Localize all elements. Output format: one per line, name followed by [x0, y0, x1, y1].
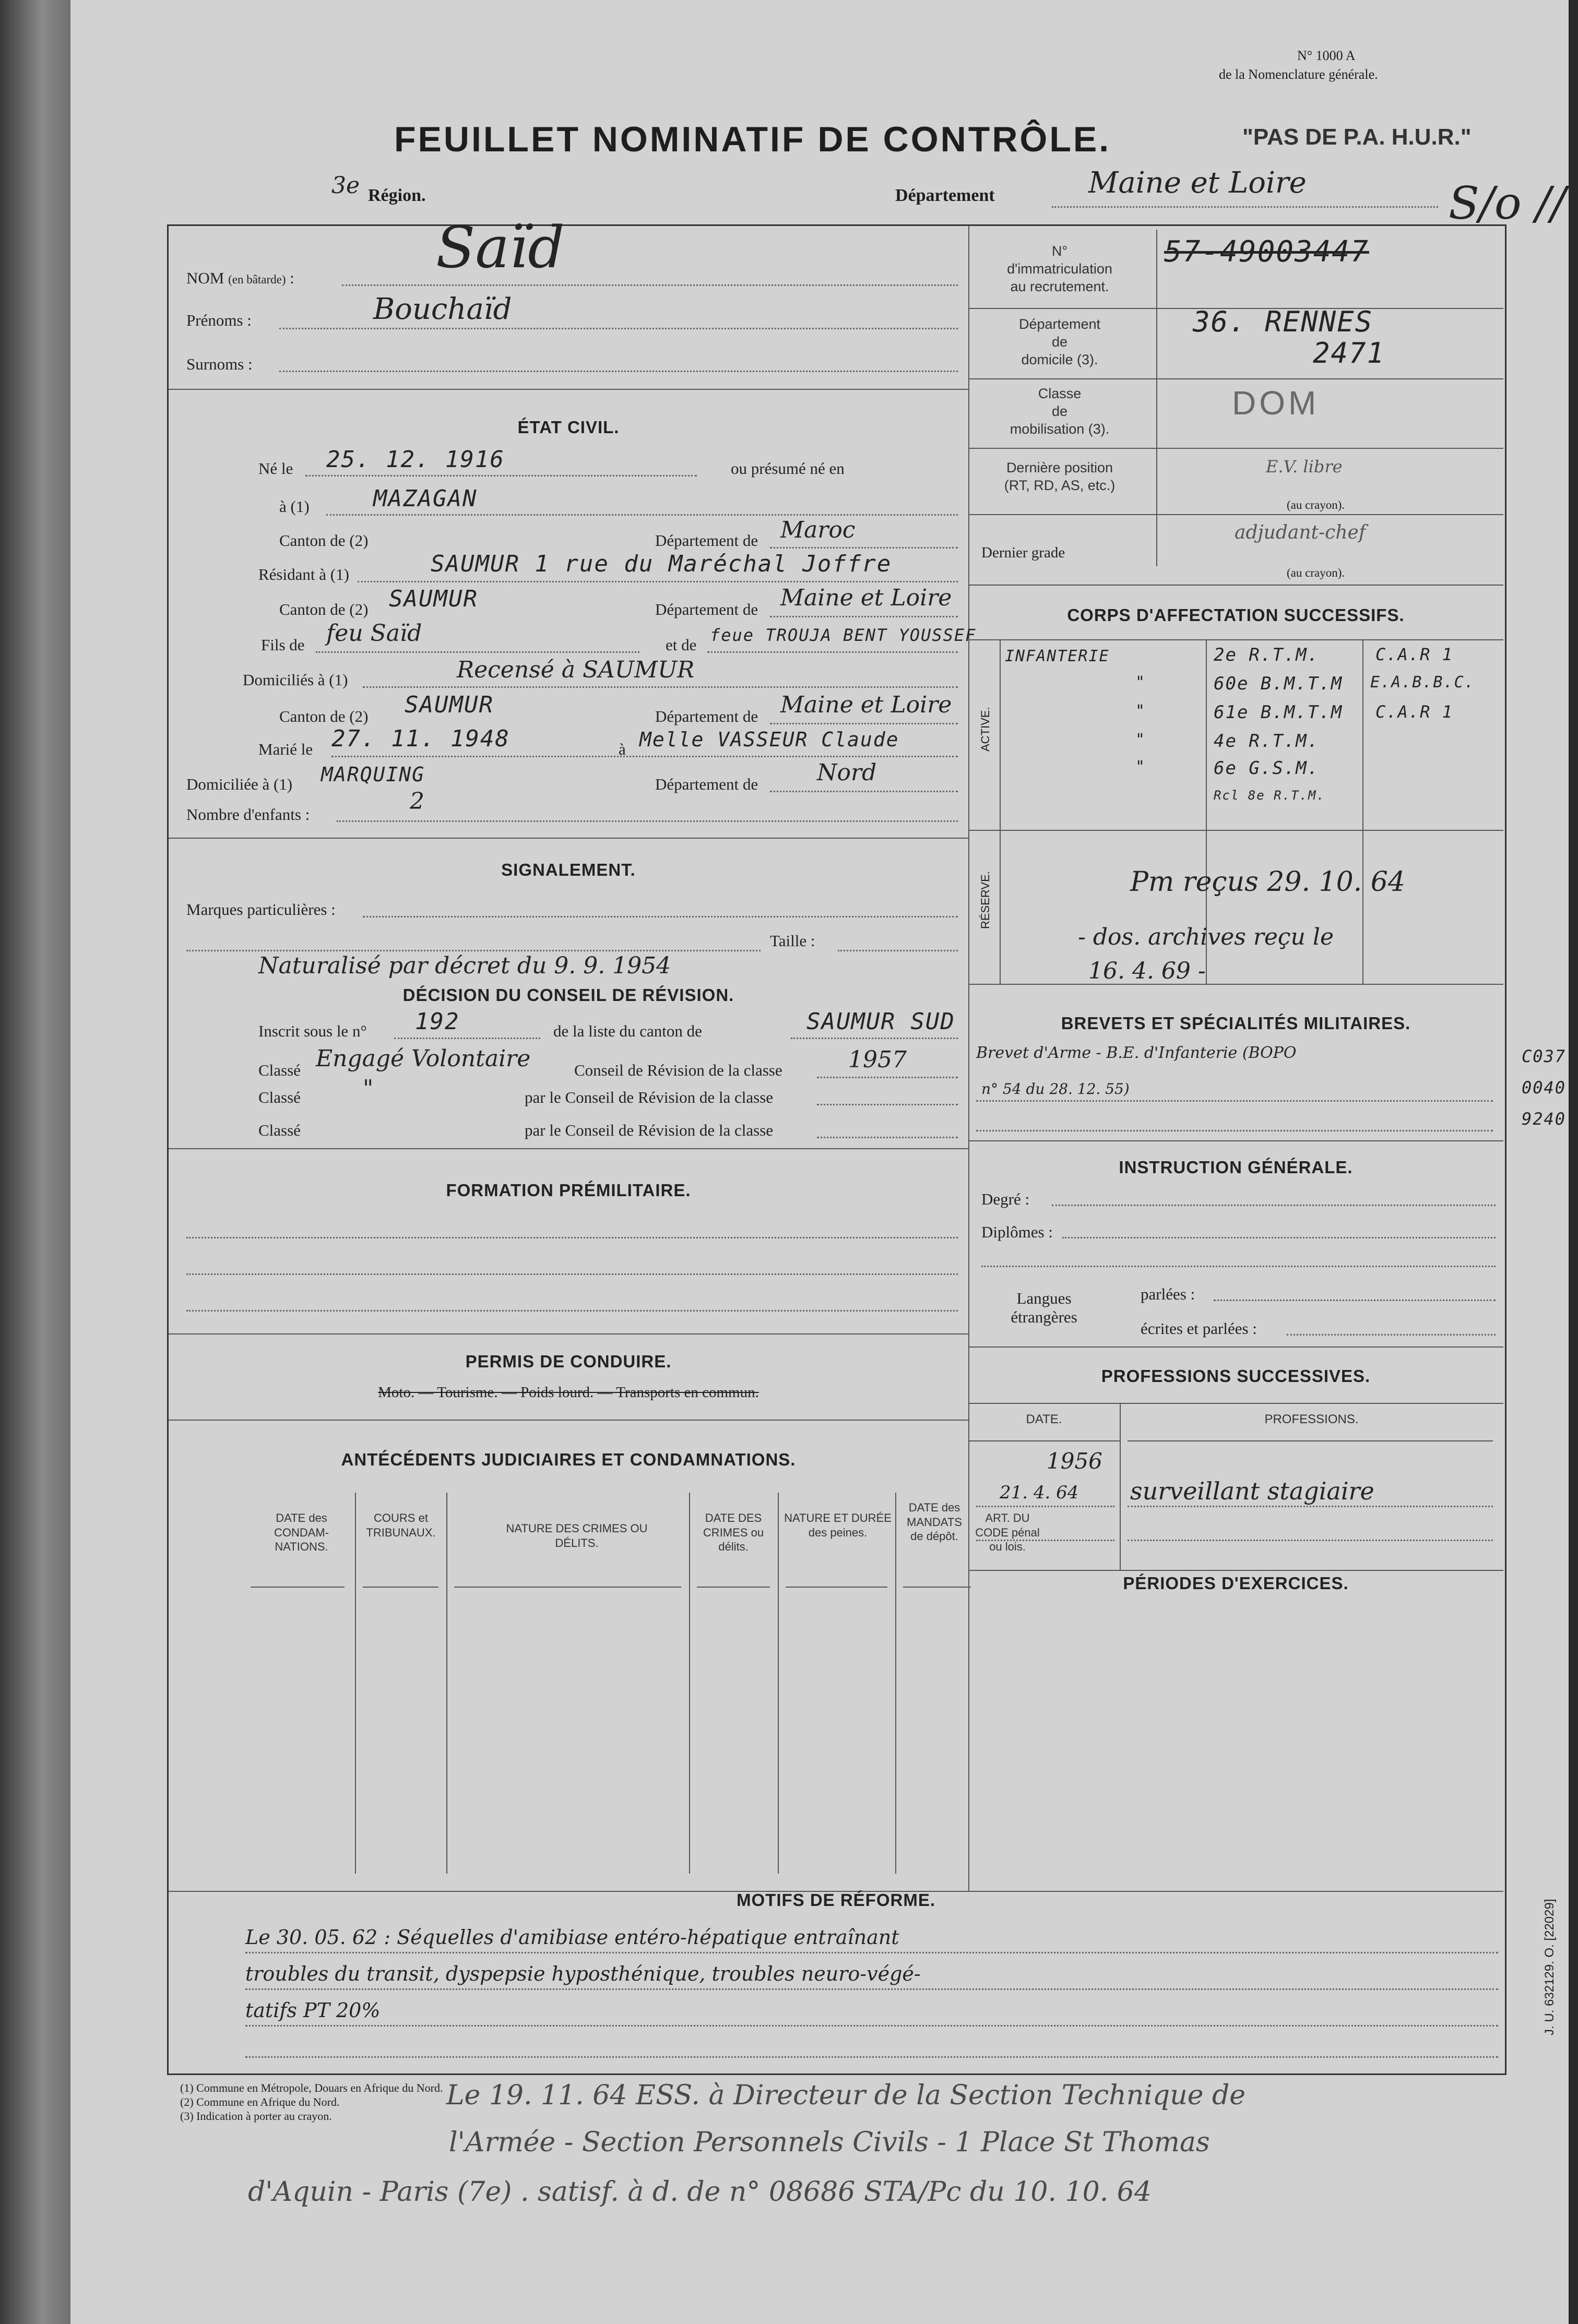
prof-date-col: DATE. — [1026, 1412, 1062, 1426]
ecrites-label: écrites et parlées : — [1141, 1319, 1257, 1338]
departement-label-2: Département de — [655, 600, 758, 618]
col-date-mandats: DATE des MANDATS de dépôt. — [907, 1501, 962, 1543]
corps-arm-3: " — [1135, 731, 1146, 749]
birth-dept-value: Maroc — [780, 517, 856, 543]
corps-unit-3: 4e R.T.M. — [1214, 731, 1320, 752]
brevet-code-0: C037 — [1522, 1046, 1567, 1066]
form-number: N° 1000 A — [1297, 48, 1356, 63]
langues-label: Langues étrangères — [1011, 1289, 1077, 1326]
residant-label: Résidant à (1) — [258, 565, 349, 583]
col-art-code: ART. DU CODE pénal ou lois. — [975, 1511, 1040, 1553]
departement-label: Département — [895, 186, 995, 205]
corps-heading: CORPS D'AFFECTATION SUCCESSIFS. — [1067, 605, 1405, 625]
grade-label: Dernier grade — [981, 544, 1065, 561]
dept-domicile-value-2: 2471 — [1313, 337, 1385, 370]
marriage-date: 27. 11. 1948 — [331, 725, 510, 752]
domiciliee-value: MARQUING — [321, 763, 425, 786]
par-conseil-label-1: par le Conseil de Révision de la classe — [525, 1088, 774, 1106]
birthplace-value: MAZAGAN — [373, 485, 478, 512]
canton-label-3: Canton de (2) — [279, 707, 369, 725]
footnote-3: (3) Indication à porter au crayon. — [180, 2110, 332, 2123]
presume-label: ou présumé né en — [731, 459, 845, 478]
corps-arm-2: " — [1135, 702, 1146, 720]
et-de-label: et de — [666, 636, 697, 654]
reserve-label: RÉSERVE. — [979, 871, 992, 929]
reforme-line-1: Le 30. 05. 62 : Séquelles d'amibiase entéro-hépatique entraînant — [245, 1926, 899, 1949]
immat-label: N° d'immatriculation au recrutement. — [1007, 243, 1112, 294]
nom-value: Saïd — [436, 214, 565, 281]
corps-arm-0: INFANTERIE — [1005, 647, 1110, 665]
col-cours-tribunaux: COURS et TRIBUNAUX. — [366, 1511, 436, 1539]
spouse-value: Melle VASSEUR Claude — [639, 728, 899, 751]
signalement-heading: SIGNALEMENT. — [501, 860, 636, 879]
prof-profession-col: PROFESSIONS. — [1264, 1412, 1359, 1426]
antecedents-heading: ANTÉCÉDENTS JUDICIAIRES ET CONDAMNATIONS. — [341, 1450, 796, 1469]
residant-value: SAUMUR 1 rue du Maréchal Joffre — [431, 551, 892, 577]
father-value: feu Saïd — [326, 620, 422, 647]
prof-date-2: 21. 4. 64 — [1000, 1482, 1079, 1503]
page-title: FEUILLET NOMINATIF DE CONTRÔLE. — [394, 120, 1111, 159]
permis-heading: PERMIS DE CONDUIRE. — [465, 1352, 672, 1371]
formation-heading: FORMATION PRÉMILITAIRE. — [446, 1181, 691, 1200]
reforme-line-3: tatifs PT 20% — [245, 1999, 381, 2022]
classe-label-1: Classé — [258, 1061, 301, 1079]
inscrit-value: 192 — [415, 1008, 460, 1035]
corps-unit-4: 6e G.S.M. — [1214, 758, 1320, 779]
immat-value: 57-49003447 — [1164, 235, 1369, 269]
corps-code-1: E.A.B.B.C. — [1370, 673, 1475, 692]
enfants-value: 2 — [410, 788, 424, 815]
parlees-label: parlées : — [1141, 1285, 1195, 1303]
departement-label-4: Département de — [655, 775, 758, 793]
col-nature-peines: NATURE ET DURÉE des peines. — [784, 1511, 892, 1539]
footer-handwriting-2: l'Armée - Section Personnels Civils - 1 Place St Thomas — [449, 2127, 1210, 2158]
dept-domicile-label: Département de domicile (3). — [1018, 316, 1101, 367]
reforme-line-2: troubles du transit, dyspepsie hyposthénique, troubles neuro-végé- — [245, 1962, 921, 1985]
classe-label-2: Classé — [258, 1088, 301, 1106]
departement-label-1: Département de — [655, 531, 758, 550]
reserve-line-3: 16. 4. 69 - — [1088, 958, 1206, 984]
footer-handwriting-1: Le 19. 11. 64 ESS. à Directeur de la Section Technique de — [446, 2080, 1246, 2111]
surnoms-label: Surnoms : — [186, 355, 253, 373]
revision-heading: DÉCISION DU CONSEIL DE RÉVISION. — [402, 985, 734, 1005]
marie-a-label: à — [619, 740, 626, 758]
etat-civil-heading: ÉTAT CIVIL. — [517, 418, 620, 437]
region-label: Région. — [368, 186, 426, 205]
classe-mobilisation-value: DOM — [1232, 384, 1320, 422]
canton-revision-value: SAUMUR SUD — [806, 1008, 955, 1035]
dept-value-3: Maine et Loire — [780, 692, 952, 718]
col-date-crimes: DATE DES CRIMES ou délits. — [703, 1511, 764, 1553]
ne-le-label: Né le — [258, 459, 293, 478]
brevet-code-1: 0040 — [1522, 1078, 1567, 1098]
corps-arm-1: " — [1135, 673, 1146, 692]
dept-value-2: Maine et Loire — [780, 585, 952, 611]
nom-label: NOM (en bâtarde) : — [186, 269, 294, 287]
enfants-label: Nombre d'enfants : — [186, 805, 310, 824]
mother-value: feue TROUJA BENT YOUSSEF — [710, 625, 977, 645]
footer-handwriting-3: d'Aquin - Paris (7e) . satisf. à d. de n° 08686 STA/Pc du 10. 10. 64 — [248, 2176, 1152, 2208]
classe-label-3: Classé — [258, 1121, 301, 1139]
prenoms-label: Prénoms : — [186, 311, 252, 329]
canton-label-2: Canton de (2) — [279, 600, 369, 618]
domicilies-value: Recensé à SAUMUR — [457, 657, 695, 683]
diplomes-label: Diplômes : — [981, 1223, 1053, 1241]
region-value: 3e — [331, 172, 360, 199]
corps-unit-2: 61e B.M.T.M — [1214, 702, 1343, 723]
dept-value-4: Nord — [817, 759, 877, 786]
brevets-heading: BREVETS ET SPÉCIALITÉS MILITAIRES. — [1061, 1014, 1411, 1033]
stamp-pas-de-pa: "PAS DE P.A. H.U.R." — [1242, 124, 1472, 150]
footnote-2: (2) Commune en Afrique du Nord. — [180, 2095, 340, 2108]
a-label: à (1) — [279, 497, 310, 516]
active-label: ACTIVE. — [979, 707, 992, 752]
degre-label: Degré : — [981, 1190, 1030, 1208]
classe-value: Engagé Volontaire — [316, 1045, 531, 1072]
classe-mobilisation-label: Classe de mobilisation (3). — [1010, 386, 1110, 437]
brevet-line-1: Brevet d'Arme - B.E. d'Infanterie (BOPO — [976, 1044, 1297, 1062]
periodes-heading: PÉRIODES D'EXERCICES. — [1123, 1574, 1349, 1593]
corps-unit-0: 2e R.T.M. — [1214, 645, 1320, 665]
canton-value-3: SAUMUR — [405, 692, 494, 718]
col-nature-crimes: NATURE DES CRIMES OU DÉLITS. — [506, 1522, 648, 1550]
position-label: Dernière position (RT, RD, AS, etc.) — [1004, 460, 1116, 493]
prof-date-1: 1956 — [1047, 1448, 1102, 1474]
nomenclature-note: de la Nomenclature générale. — [1219, 67, 1378, 82]
professions-heading: PROFESSIONS SUCCESSIVES. — [1101, 1366, 1371, 1386]
reserve-line-1: Pm reçus 29. 10. 64 — [1130, 866, 1405, 898]
printer-mark: J. U. 632129. O. [22029] — [1543, 1899, 1557, 2035]
brevet-code-2: 9240 — [1522, 1109, 1567, 1129]
reserve-line-2: - dos. archives reçu le — [1078, 924, 1334, 950]
fils-label: Fils de — [261, 636, 305, 654]
corps-unit-1: 60e B.M.T.M — [1214, 673, 1343, 694]
footnote-1: (1) Commune en Métropole, Douars en Afrique du Nord. — [180, 2081, 443, 2094]
col-date-condamnations: DATE des CONDAM-NATIONS. — [274, 1511, 329, 1553]
canton-value-2: SAUMUR — [389, 586, 478, 612]
au-crayon-note-1: (au crayon). — [1287, 498, 1345, 511]
marques-label: Marques particulières : — [186, 900, 336, 919]
classe-year: 1957 — [848, 1046, 907, 1073]
marie-label: Marié le — [258, 740, 313, 758]
taille-label: Taille : — [770, 932, 815, 950]
ne-le-value: 25. 12. 1916 — [326, 446, 505, 473]
corps-arm-4: " — [1135, 758, 1146, 776]
departement-label-3: Département de — [655, 707, 758, 725]
brevet-line-2: n° 54 du 28. 12. 55) — [981, 1080, 1130, 1098]
prof-value: surveillant stagiaire — [1130, 1477, 1374, 1505]
inscrit-label: Inscrit sous le n° — [258, 1022, 367, 1040]
liste-canton-label: de la liste du canton de — [553, 1022, 702, 1040]
au-crayon-note-2: (au crayon). — [1287, 566, 1345, 579]
instruction-heading: INSTRUCTION GÉNÉRALE. — [1119, 1158, 1353, 1177]
document-sheet — [70, 0, 1569, 2324]
corps-unit-5: Rcl 8e R.T.M. — [1214, 788, 1325, 803]
corps-code-0: C.A.R 1 — [1375, 645, 1453, 664]
binder-spine — [0, 0, 70, 2324]
par-conseil-label-2: par le Conseil de Révision de la classe — [525, 1121, 774, 1139]
domiciliee-label: Domiciliée à (1) — [186, 775, 293, 793]
departement-value: Maine et Loire — [1088, 166, 1307, 200]
corps-code-2: C.A.R 1 — [1375, 702, 1453, 722]
ditto-mark-1: " — [363, 1075, 374, 1102]
dept-domicile-value-1: 36. RENNES — [1193, 305, 1373, 338]
naturalisation-note: Naturalisé par décret du 9. 9. 1954 — [258, 952, 671, 979]
permis-types: Moto. — Tourisme. — Poids lourd. — Transports en commun. — [378, 1384, 759, 1401]
position-value: E.V. libre — [1266, 457, 1343, 476]
domicilies-label: Domiciliés à (1) — [243, 671, 348, 689]
reforme-heading: MOTIFS DE RÉFORME. — [737, 1890, 935, 1910]
conseil-label: Conseil de Révision de la classe — [574, 1061, 782, 1079]
canton-label: Canton de (2) — [279, 531, 369, 550]
prenoms-value: Bouchaïd — [373, 292, 512, 326]
margin-note: S/o // — [1449, 177, 1566, 230]
grade-value: adjudant-chef — [1235, 522, 1366, 543]
